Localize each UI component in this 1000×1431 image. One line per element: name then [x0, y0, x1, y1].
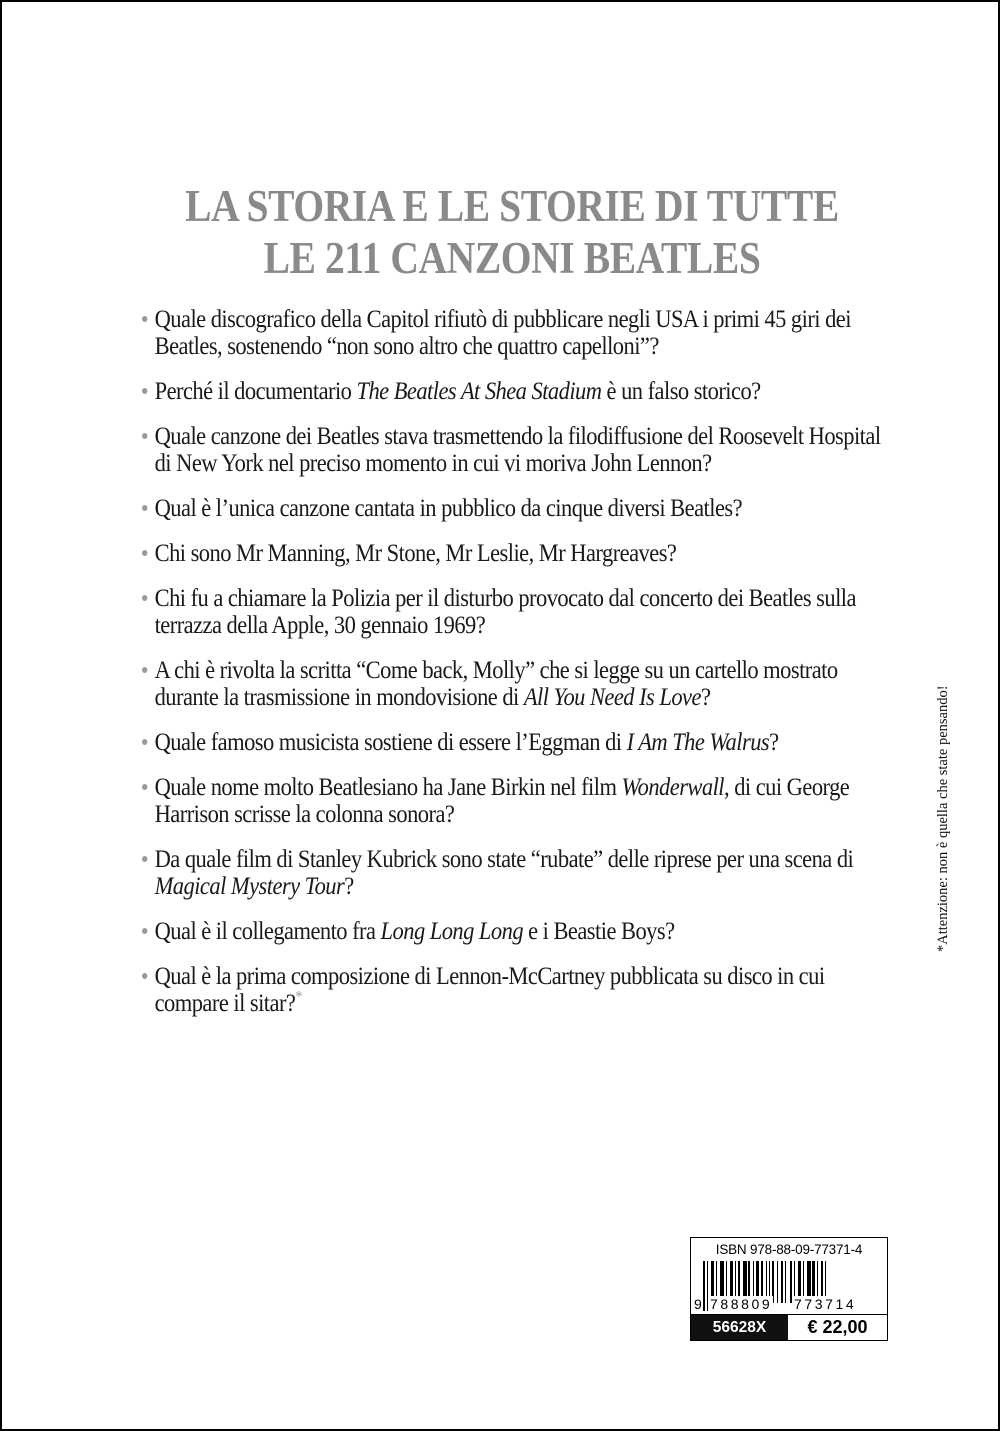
- question-item: A chi è rivolta la scritta “Come back, Molly” che si legge su un cartello mostrato durante la trasmissione in mondovisione di All You Need Is Love?: [142, 657, 893, 711]
- question-item: Quale canzone dei Beatles stava trasmettendo la filodiffusione del Roosevelt Hospital di New York nel preciso momento in cui vi moriva John Lennon?: [142, 423, 893, 477]
- bullet-icon: [142, 928, 147, 934]
- question-item: Chi fu a chiamare la Polizia per il disturbo provocato dal concerto dei Beatles sulla terrazza della Apple, 30 gennaio 1969?: [142, 585, 893, 639]
- bullet-icon: [142, 784, 147, 790]
- title-line-2: LE 211 CANZONI BEATLES: [263, 233, 761, 283]
- question-item: Quale nome molto Beatlesiano ha Jane Birkin nel film Wonderwall, di cui George Harrison scrisse la colonna sonora?: [142, 774, 893, 828]
- question-item: Da quale film di Stanley Kubrick sono state “rubate” delle riprese per una scena di Magical Mystery Tour?: [142, 846, 893, 900]
- question-item: Quale famoso musicista sostiene di essere l’Eggman di I Am The Walrus?: [142, 729, 893, 756]
- asterisk-mark: *: [295, 988, 303, 1006]
- question-item: Chi sono Mr Manning, Mr Stone, Mr Leslie, Mr Hargreaves?: [142, 540, 893, 567]
- price: € 22,00: [807, 1317, 868, 1337]
- code-price-row: [691, 1314, 887, 1340]
- bullet-icon: [142, 316, 147, 322]
- bullet-icon: [142, 739, 147, 745]
- cover-title: [151, 180, 873, 284]
- question-item: Qual è il collegamento fra Long Long Long e i Beastie Boys?: [142, 918, 893, 945]
- barcode-label: ISBN 978-88-09-77371-4 9 788809 773714 56628X € 22,00: [690, 1237, 888, 1341]
- question-item: Qual è la prima composizione di Lennon-McCartney pubblicata su disco in cui compare il sitar?*: [142, 963, 893, 1017]
- bullet-icon: [142, 550, 147, 556]
- question-list: [142, 306, 882, 1035]
- bullet-icon: [142, 388, 147, 394]
- question-item: Quale discografico della Capitol rifiutò di pubblicare negli USA i primi 45 giri dei Beatles, sostenendo “non sono altro che quattro capelloni”?: [142, 306, 893, 360]
- question-item: Perché il documentario The Beatles At Shea Stadium è un falso storico?: [142, 378, 893, 405]
- side-footnote: *Attenzione: non è quella che state pensando!: [935, 685, 951, 952]
- bullet-icon: [142, 856, 147, 862]
- product-code: 56628X: [691, 1315, 788, 1340]
- title-line-1: LA STORIA E LE STORIE DI TUTTE: [185, 181, 839, 231]
- isbn-text: ISBN 978-88-09-77371-4: [715, 1242, 863, 1257]
- bullet-icon: [142, 667, 147, 673]
- bullet-icon: [142, 505, 147, 511]
- bullet-icon: [142, 595, 147, 601]
- question-item: Qual è l’unica canzone cantata in pubblico da cinque diversi Beatles?: [142, 495, 893, 522]
- bullet-icon: [142, 973, 147, 979]
- bullet-icon: [142, 433, 147, 439]
